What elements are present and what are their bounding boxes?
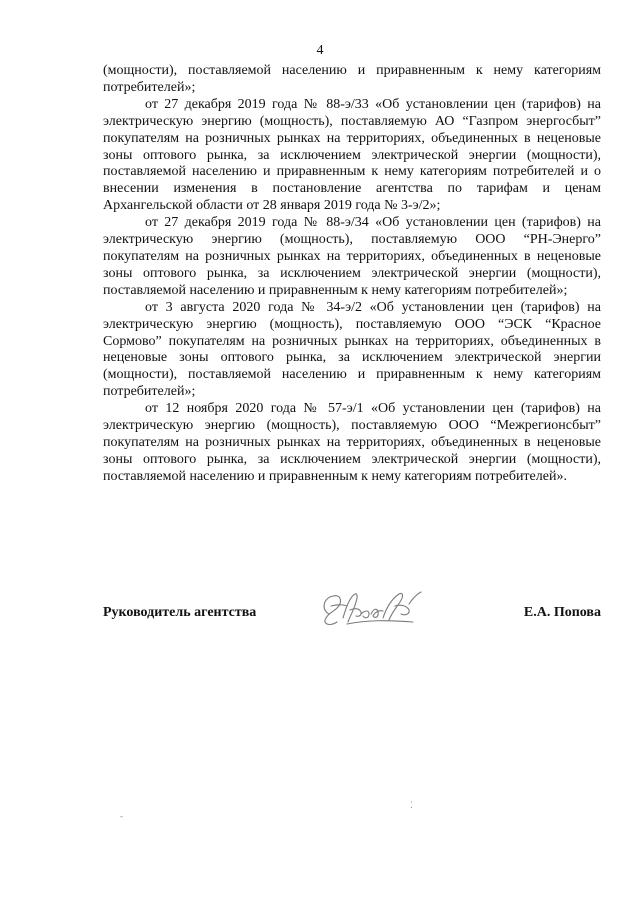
paragraph-resolution-57-e-1: от 12 ноября 2020 года № 57-э/1 «Об установлении цен (тарифов) на электрическую энергию (мощность), поставляемую ООО “Межрегионсбыт” покупателям на розничных рынках на территориях, объединенных в неценовые зоны оптового рынка, за исключением электрической энергии (мощности), поставляемой населению и приравненным к нему категориям потребителей». <box>103 401 601 484</box>
paragraph-resolution-88-e-34: от 27 декабря 2019 года № 88-э/34 «Об установлении цен (тарифов) на электрическую энергию (мощность), поставляемую ООО “РН-Энерго” покупателям на розничных рынках на территориях, объединенных в неценовые зоны оптового рынка, за исключением электрической энергии (мощности), поставляемой населению и приравненным к нему категориям потребителей»; <box>103 215 601 298</box>
paragraph-resolution-34-e-2: от 3 августа 2020 года № 34-э/2 «Об установлении цен (тарифов) на электрическую энергию (мощность), поставляемую ООО “ЭСК “Красное Сормово” покупателям на розничных рынках на территориях, объединенных в неценовые зоны оптового рынка, за исключением электрической энергии (мощности), поставляемой населению и приравненным к нему категориям потребителей»; <box>103 299 601 400</box>
paragraph-resolution-88-e-33: от 27 декабря 2019 года № 88-э/33 «Об установлении цен (тарифов) на электрическую энергию (мощность), поставляемую АО “Газпром энергосбыт” покупателям на розничных рынках на территориях, объединенных в неценовые зоны оптового рынка, за исключением электрической энергии (мощности), поставляемой населению и приравненным к нему категориям потребителей и о внесении изменения в постановление агентства по тарифам и ценам Архангельской области от 28 января 2019 года № 3-э/2»; <box>103 96 601 214</box>
signer-role: Руководитель агентства <box>103 605 257 620</box>
document-body <box>103 63 601 486</box>
page-number: 4 <box>316 43 324 58</box>
paragraph-continuation: (мощности), поставляемой населению и приравненным к нему категориям потребителей»; <box>103 63 601 95</box>
scan-speck: ⁚ <box>410 800 413 810</box>
handwritten-signature <box>317 584 427 632</box>
scan-speck: - <box>120 811 123 821</box>
signer-name: Е.А. Попова <box>523 605 601 620</box>
signature-block <box>103 584 601 634</box>
